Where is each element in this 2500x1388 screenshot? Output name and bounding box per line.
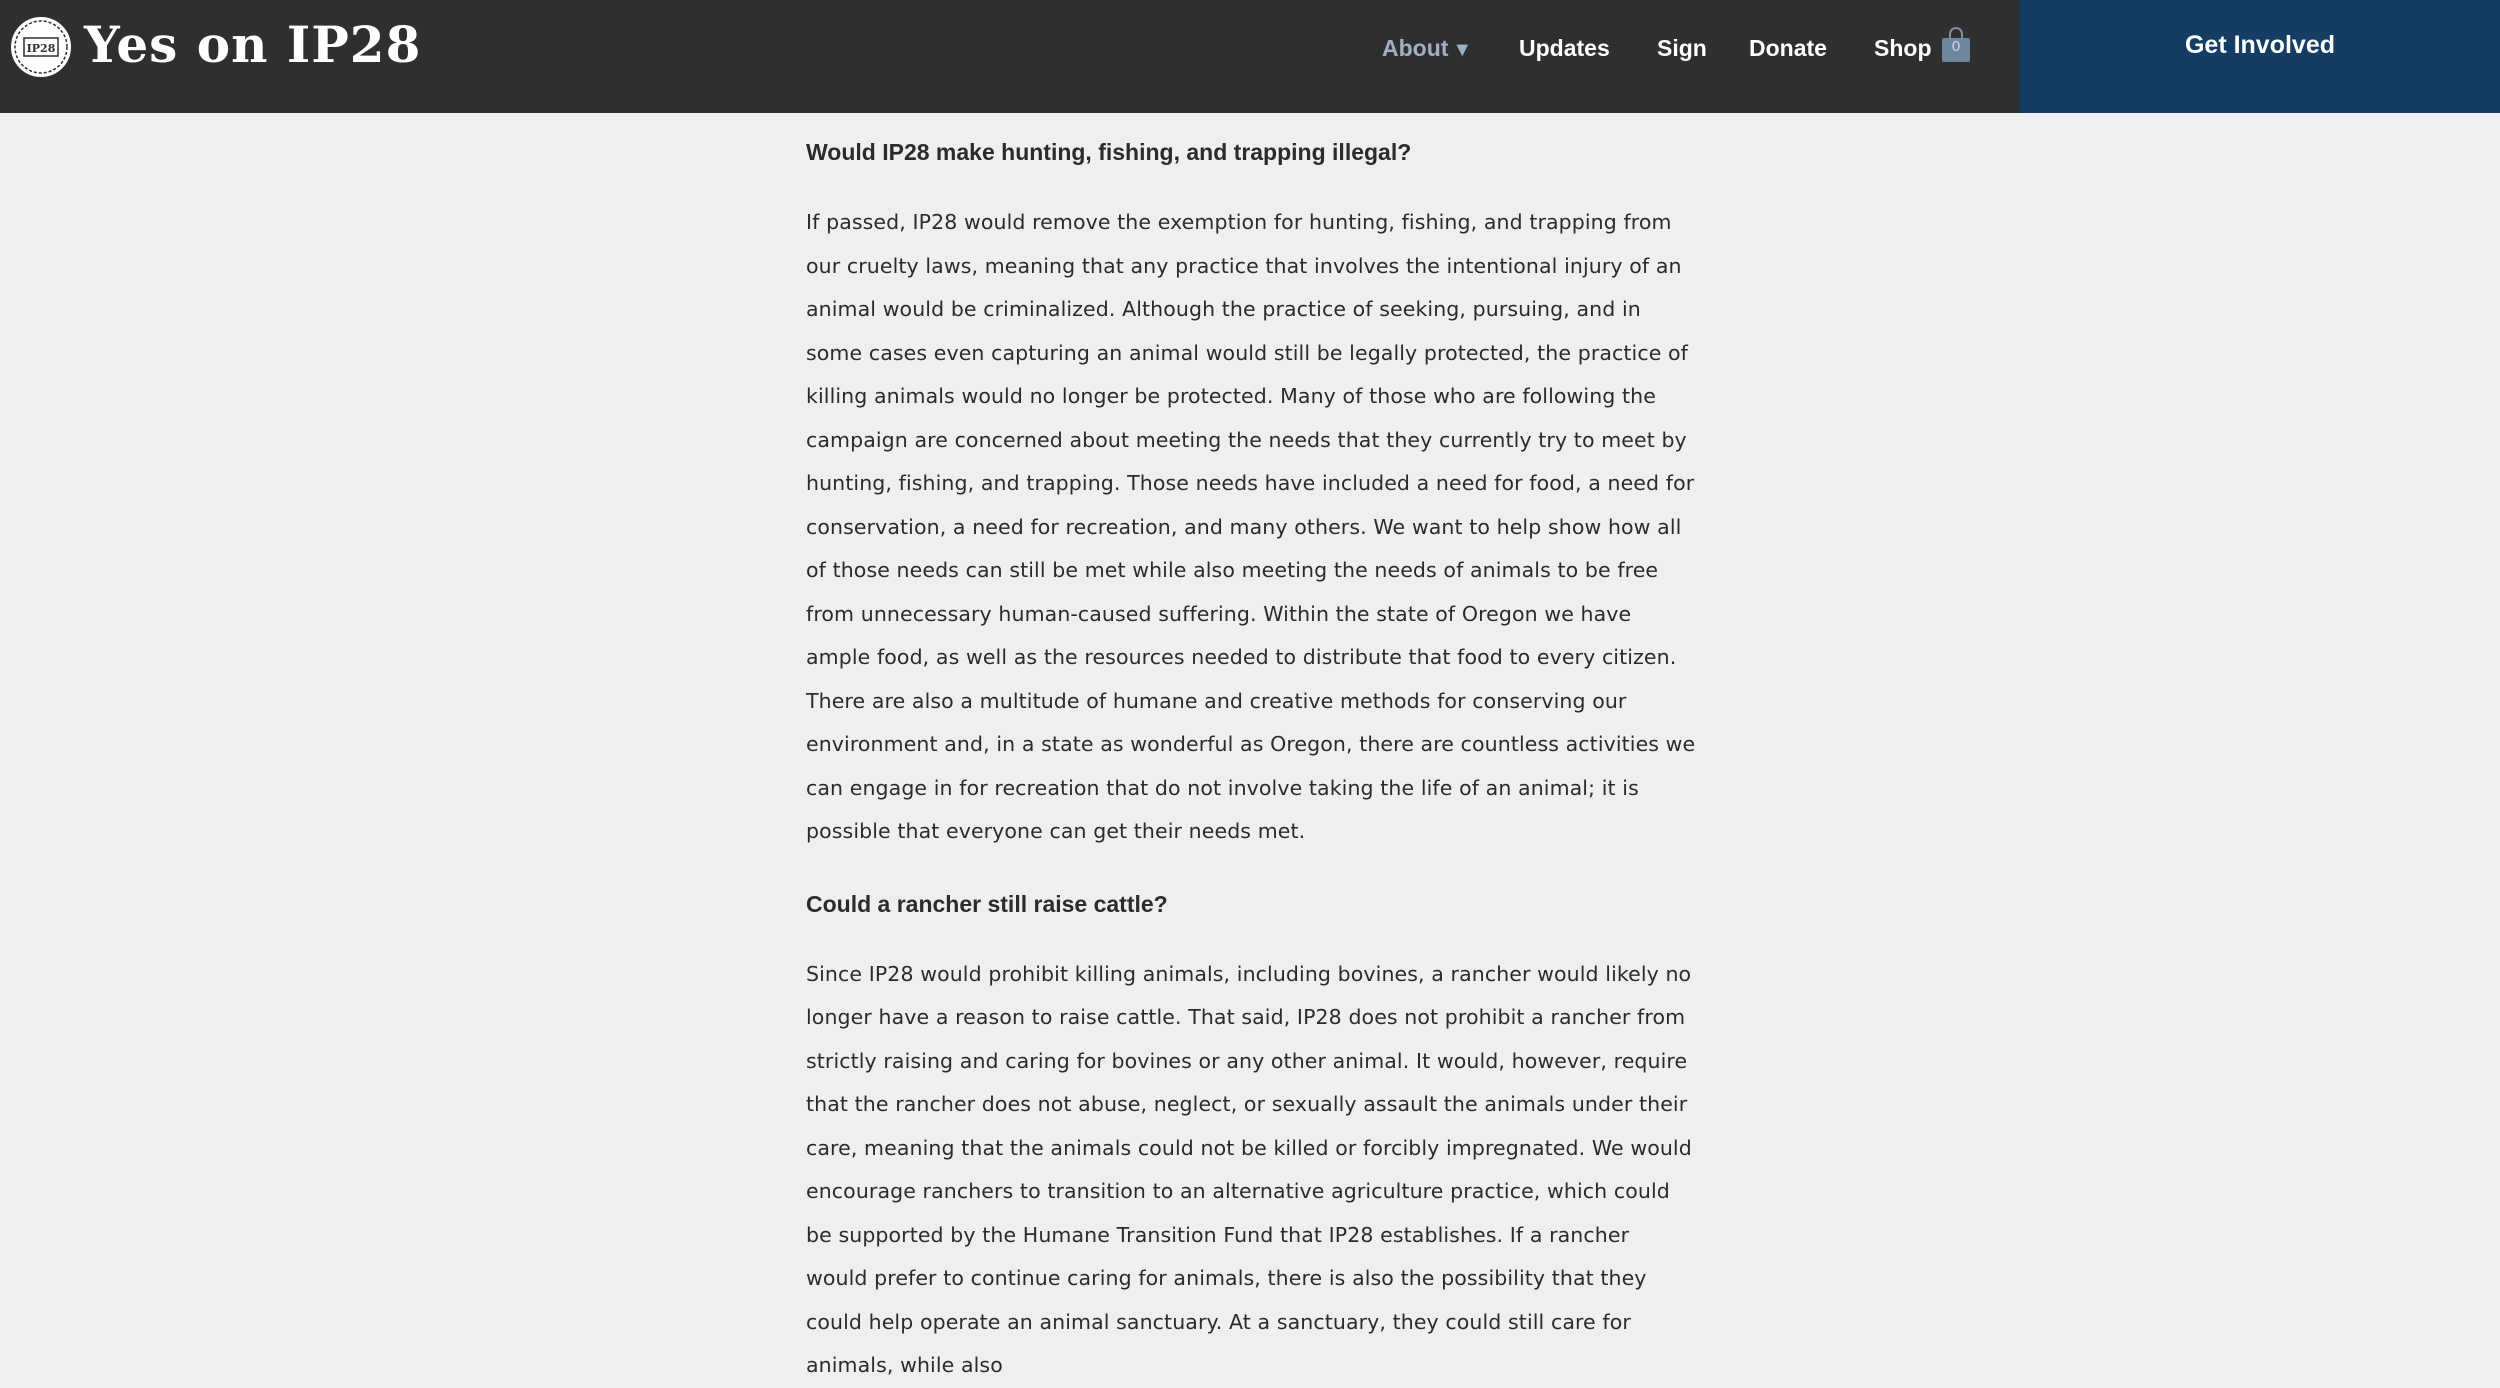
faq-answer: Since IP28 would prohibit killing animals, including bovines, a rancher would likely no longer have a reason to raise cattle. That said, IP28 does not prohibit a rancher from strictly raising and caring for bovines or any other animal. It would, however, require that the rancher does not abuse, neglect, or sexually assault the animals under their care, meaning that the animals could not be killed or forcibly impregnated. We would encourage ranchers to transition to an alternative agriculture practice, which could be supported by the Humane Transition Fund that IP28 establishes. If a rancher would prefer to continue caring for animals, there is also the possibility that they could help operate an animal sanctuary. At a sanctuary, they could still care for animals, while also — [806, 961, 1692, 1377]
nav-about-label: About — [1382, 35, 1449, 61]
nav-shop[interactable]: Shop — [1874, 35, 1932, 61]
nav-updates[interactable]: Updates — [1519, 35, 1610, 61]
chevron-down-icon: ▼ — [1452, 39, 1473, 61]
faq-answer: If passed, IP28 would remove the exemption for hunting, fishing, and trapping from our cruelty laws, meaning that any practice that involves the intentional injury of an animal would be criminalized. Although the practice of seeking, pursuing, and in some cases even capturing an animal would still be legally protected, the practice of killing animals would no longer be protected. Many of those who are following the campaign are concerned about meeting the needs that they currently try to meet by hunting, fishing, and trapping. Those needs have included a need for food, a need for conservation, a need for recreation, and many others. We want to help show how all of those needs can still be met while also meeting the needs of animals to be free from unnecessary human-caused suffering. Within the state of Oregon we have ample food, as well as the resources needed to distribute that food to every citizen. There are also a multitude of humane and creative methods for conserving our environment and, in a state as wonderful as Oregon, there are countless activities we can engage in for recreation that do not involve taking the life of an animal; it is possible that everyone can get their needs met. — [806, 210, 1696, 843]
cart-count-badge: 0 — [1951, 38, 1961, 55]
faq-question: Would IP28 make hunting, fishing, and trapping illegal? — [806, 139, 1412, 165]
get-involved-button[interactable]: Get Involved — [2020, 0, 2500, 113]
nav-about[interactable] — [1382, 30, 1472, 68]
nav-sign[interactable]: Sign — [1657, 35, 1707, 61]
faq-question: Could a rancher still raise cattle? — [806, 890, 1168, 917]
faq-content — [806, 113, 1696, 1388]
svg-text:IP28: IP28 — [26, 42, 56, 55]
nav-donate[interactable]: Donate — [1749, 35, 1827, 61]
site-title[interactable]: Yes on IP28 — [84, 15, 422, 74]
ip28-logo-icon[interactable] — [8, 14, 74, 80]
site-header — [0, 0, 2500, 113]
